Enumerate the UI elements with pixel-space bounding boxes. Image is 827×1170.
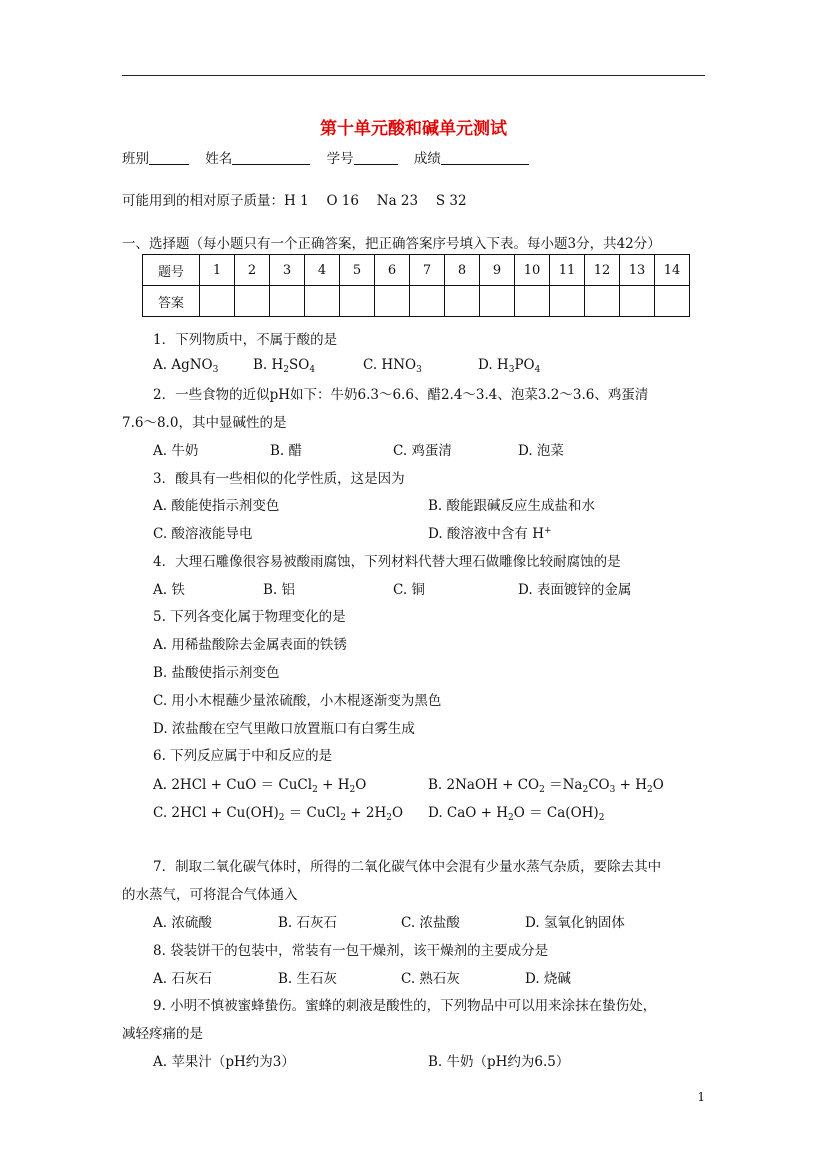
- answer-cell[interactable]: [340, 286, 375, 317]
- q7-stem-line2: 的水蒸气，可将混合气体通入: [122, 887, 298, 903]
- q3-option-c: C. 酸溶液能导电: [153, 526, 253, 542]
- row-label-answer: 答案: [143, 286, 200, 317]
- qnum-cell: 13: [620, 255, 655, 286]
- q2-stem-line2: 7.6～8.0，其中显碱性的是: [122, 415, 287, 431]
- answer-cell[interactable]: [270, 286, 305, 317]
- qnum-cell: 6: [375, 255, 410, 286]
- q6-option-c: C. $2HCl + Cu(OH)_2$ ＝ CuCl$_2$ + $2H_2O$: [153, 805, 404, 823]
- qnum-cell: 4: [305, 255, 340, 286]
- q1-stem: 1．下列物质中，不属于酸的是: [153, 332, 338, 348]
- qnum-cell: 10: [515, 255, 550, 286]
- q5-option-c: C. 用小木棍蘸少量浓硫酸，小木棍逐渐变为黑色: [153, 693, 442, 709]
- qnum-cell: 1: [200, 255, 235, 286]
- q1-option-a: A. AgNO$_3$: [153, 357, 219, 375]
- atomic-mass-line: 可能用到的相对原子质量：H 1 O 16 Na 23 S 32: [122, 193, 467, 209]
- class-field[interactable]: [149, 150, 189, 165]
- q4-option-c: C. 铜: [393, 582, 425, 598]
- section-heading: 一、选择题（每小题只有一个正确答案，把正确答案序号填入下表。每小题3分，共42分）: [122, 236, 661, 252]
- q6-option-a: A. 2HCl + CuO ＝ CuCl$_2$ + $H_2O$: [153, 777, 367, 795]
- name-field[interactable]: [232, 150, 310, 165]
- q3-option-d: D. 酸溶液中含有 H+: [428, 526, 552, 542]
- q7-stem-line1: 7．制取二氧化碳气体时，所得的二氧化碳气体中会混有少量水蒸气杂质，要除去其中: [153, 859, 662, 875]
- q7-option-b: B. 石灰石: [278, 915, 338, 931]
- q2-option-d: D. 泡菜: [518, 443, 564, 459]
- answer-row: [143, 286, 690, 317]
- qnum-cell: 7: [410, 255, 445, 286]
- answer-cell[interactable]: [550, 286, 585, 317]
- number-field[interactable]: [354, 150, 398, 165]
- answer-cell[interactable]: [200, 286, 235, 317]
- q2-stem-line1: 2．一些食物的近似pH如下：牛奶6.3～6.6、醋2.4～3.4、泡菜3.2～3.6、鸡蛋清: [153, 387, 649, 403]
- q2-option-c: C. 鸡蛋清: [393, 443, 452, 459]
- q2-option-b: B. 醋: [270, 443, 303, 459]
- answer-cell[interactable]: [235, 286, 270, 317]
- q5-option-d: D. 浓盐酸在空气里敞口放置瓶口有白雾生成: [153, 721, 415, 737]
- qnum-cell: 2: [235, 255, 270, 286]
- number-label: 学号: [326, 151, 354, 167]
- answer-table: [142, 254, 690, 317]
- answer-cell[interactable]: [410, 286, 445, 317]
- q8-option-d: D. 烧碱: [525, 971, 571, 987]
- page-number: 1: [697, 1090, 705, 1104]
- q8-stem: 8. 袋装饼干的包装中，常装有一包干燥剂，该干燥剂的主要成分是: [153, 943, 549, 959]
- answer-cell[interactable]: [515, 286, 550, 317]
- q7-option-d: D. 氢氧化钠固体: [525, 915, 625, 931]
- q5-option-b: B. 盐酸使指示剂变色: [153, 665, 280, 681]
- q1-option-c: C. $HNO_3$: [363, 357, 422, 375]
- q4-option-a: A. 铁: [153, 582, 185, 598]
- score-field[interactable]: [441, 150, 529, 165]
- qnum-cell: 9: [480, 255, 515, 286]
- score-label: 成绩: [413, 151, 441, 167]
- q9-option-b: B. 牛奶（pH约为6.5）: [428, 1054, 570, 1070]
- qnum-cell: 3: [270, 255, 305, 286]
- qnum-cell: 14: [655, 255, 690, 286]
- q1-option-b: B. $H_2SO_4$: [253, 357, 316, 375]
- q9-option-a: A. 苹果汁（pH约为3）: [153, 1054, 295, 1070]
- q6-option-d: D. CaO + $H_2O = Ca(OH)_2$: [428, 805, 605, 823]
- student-info-line: [122, 147, 541, 167]
- page-title: 第十单元酸和碱单元测试: [320, 119, 507, 139]
- answer-cell[interactable]: [305, 286, 340, 317]
- q8-option-b: B. 生石灰: [278, 971, 338, 987]
- q8-option-c: C. 熟石灰: [401, 971, 460, 987]
- q6-option-b: B. 2NaOH + $CO_2 =Na_2CO_3 + H_2O$: [428, 777, 664, 795]
- q4-stem: 4．大理石雕像很容易被酸雨腐蚀，下列材料代替大理石做雕像比较耐腐蚀的是: [153, 554, 621, 570]
- row-label-number: 题号: [143, 255, 200, 286]
- q5-option-a: A. 用稀盐酸除去金属表面的铁锈: [153, 637, 347, 653]
- answer-cell[interactable]: [375, 286, 410, 317]
- q3-option-b: B. 酸能跟碱反应生成盐和水: [428, 498, 596, 514]
- q2-option-a: A. 牛奶: [153, 443, 199, 459]
- q6-stem: 6. 下列反应属于中和反应的是: [153, 748, 333, 764]
- answer-cell[interactable]: [480, 286, 515, 317]
- answer-cell[interactable]: [585, 286, 620, 317]
- q3-stem: 3．酸具有一些相似的化学性质，这是因为: [153, 471, 405, 487]
- class-label: 班别: [122, 151, 149, 167]
- qnum-cell: 11: [550, 255, 585, 286]
- question-number-row: [143, 255, 690, 286]
- header-rule: [122, 75, 705, 76]
- q9-stem-line2: 减轻疼痛的是: [122, 1026, 203, 1042]
- q4-option-b: B. 铝: [263, 582, 296, 598]
- name-label: 姓名: [205, 151, 233, 167]
- answer-cell[interactable]: [445, 286, 480, 317]
- answer-cell[interactable]: [620, 286, 655, 317]
- q9-stem-line1: 9. 小明不慎被蜜蜂蛰伤。蜜蜂的刺液是酸性的，下列物品中可以用来涂抹在蛰伤处，: [153, 998, 657, 1014]
- q8-option-a: A. 石灰石: [153, 971, 212, 987]
- qnum-cell: 8: [445, 255, 480, 286]
- q1-option-d: D. $H_3PO_4$: [478, 357, 541, 375]
- q5-stem: 5. 下列各变化属于物理变化的是: [153, 609, 346, 625]
- qnum-cell: 5: [340, 255, 375, 286]
- q4-option-d: D. 表面镀锌的金属: [518, 582, 632, 598]
- q3-option-a: A. 酸能使指示剂变色: [153, 498, 280, 514]
- q7-option-a: A. 浓硫酸: [153, 915, 212, 931]
- answer-cell[interactable]: [655, 286, 690, 317]
- q7-option-c: C. 浓盐酸: [401, 915, 460, 931]
- qnum-cell: 12: [585, 255, 620, 286]
